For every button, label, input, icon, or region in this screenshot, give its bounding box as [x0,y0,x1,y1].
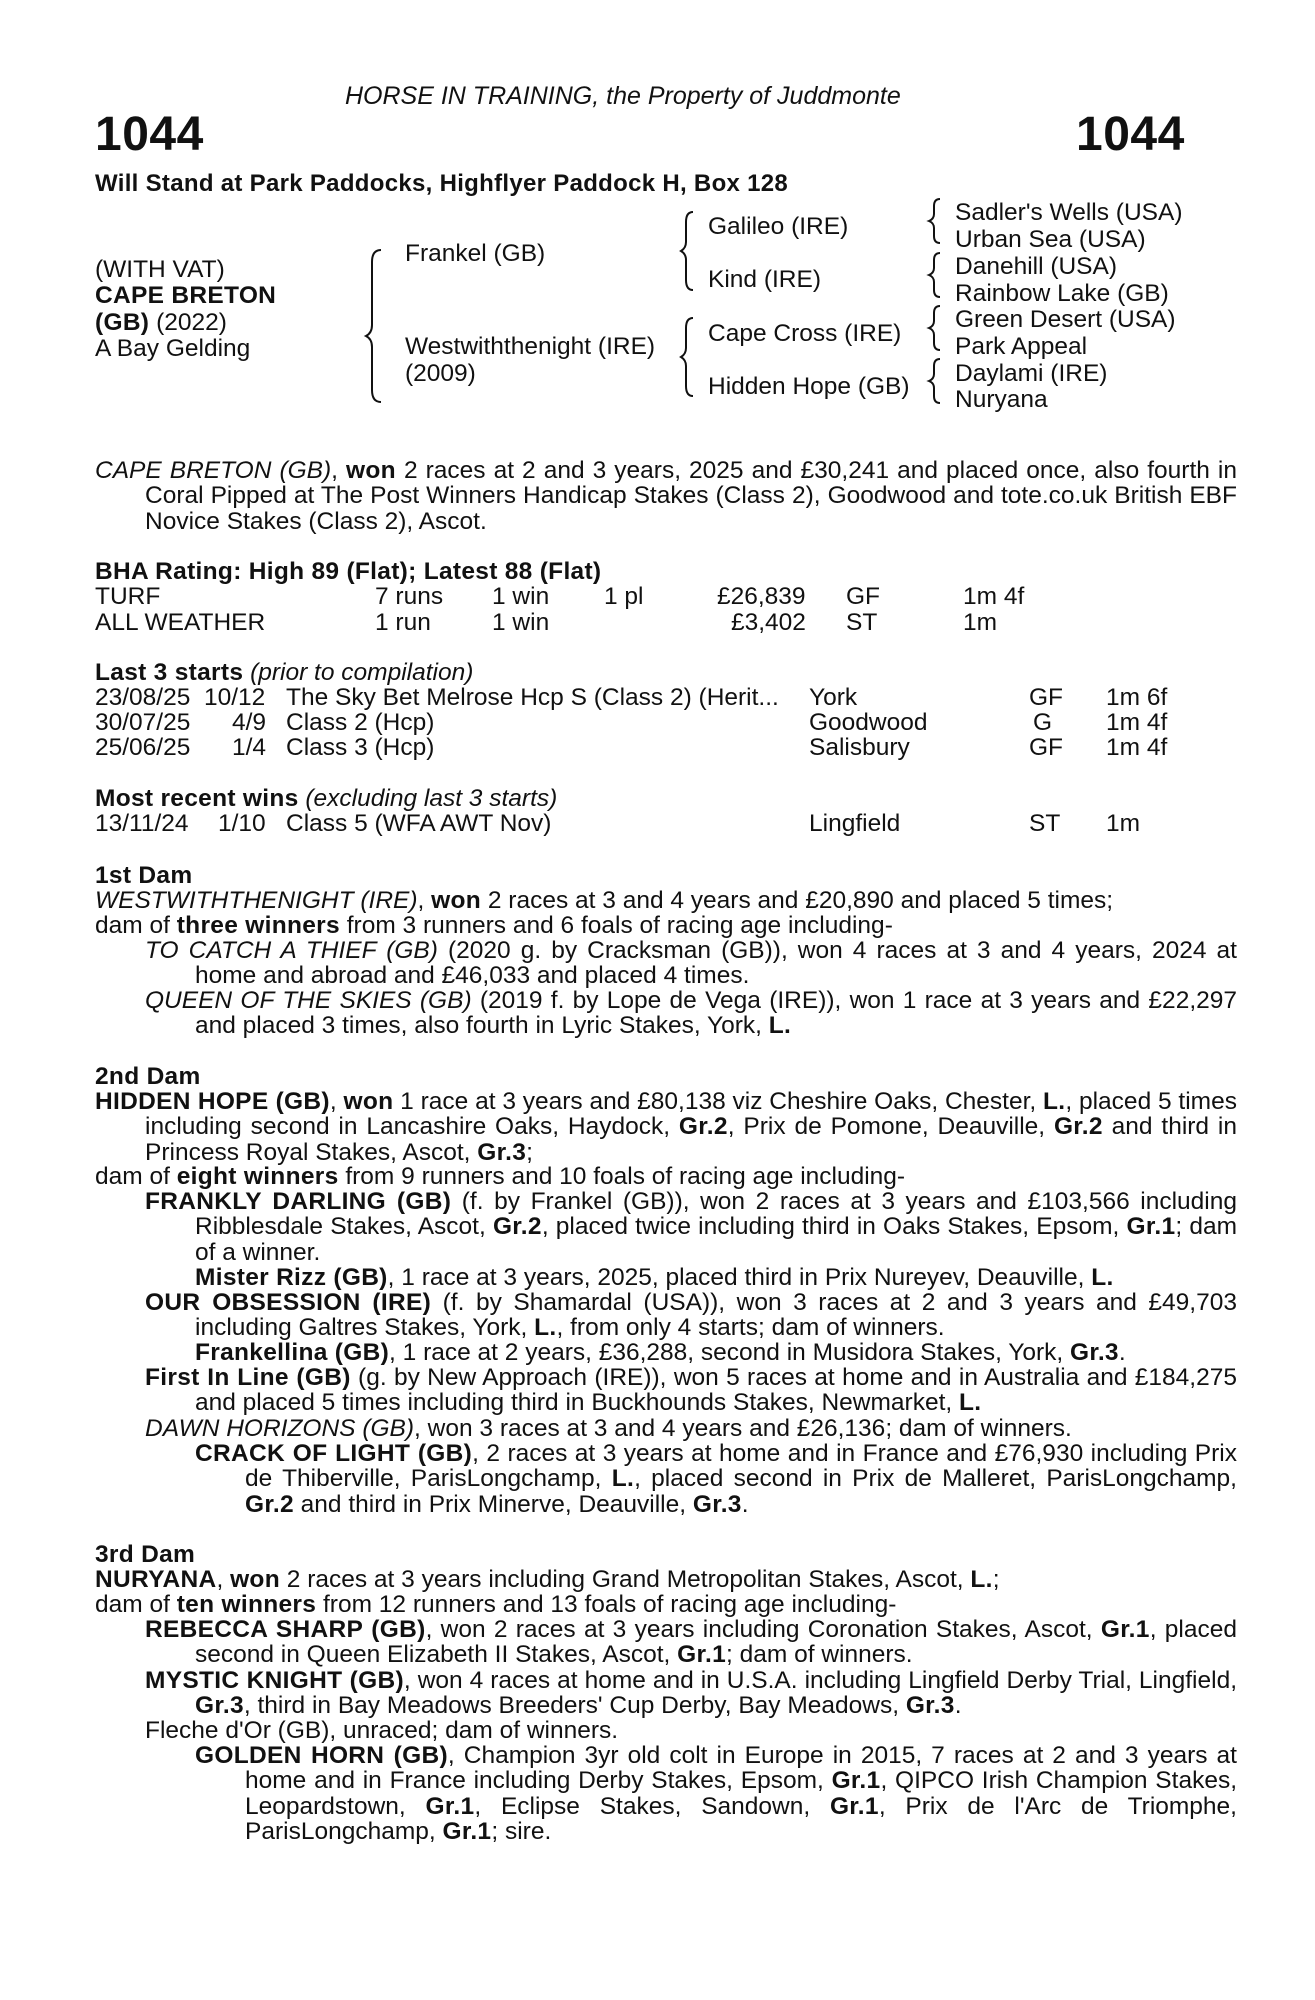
group-badge: Gr.2 [678,1113,728,1141]
stand-location: Will Stand at Park Paddocks, Highflyer Paddock H, Box 128 [95,170,789,197]
pedigree-sire: Frankel (GB) [405,240,546,267]
t: , 2 races at 3 years at home and in France and £76,930 including Prix de Thiberville, ParisLongchamp, [245,1440,1237,1493]
listed-badge: L. [611,1465,635,1493]
pedigree-sire-dam: Kind (IRE) [708,266,822,293]
group-badge: Gr.1 [677,1641,726,1669]
summary-text: 2 races at 2 and 3 years, 2025 and £30,241 and placed once, also fourth in Coral Pipped at The Post Winners Handicap Stakes (Class 2), Goodwood and tote.co.uk British EBF Novice Stakes (Class 2), Ascot. [145,457,1237,535]
pedigree-dsd: Park Appeal [955,333,1088,360]
rating-distance: 1m [963,609,998,636]
listed-badge: L. [970,1566,993,1593]
first-dam-won: won [431,887,482,914]
offspring-queen-of-the-skies [145,988,1237,1039]
offspring-first-in-line [145,1365,1237,1416]
start-going: GF [1029,684,1064,711]
rating-wins: 1 win [492,583,550,610]
start-race: Class 3 (Hcp) [286,734,435,761]
catalogue-title: HORSE IN TRAINING, the Property of Juddmonte [345,82,901,110]
offspring-fleche-dor [145,1718,1187,1743]
win-course: Lingfield [809,810,901,837]
t: , placed second in Prix de Malleret, ParisLongchamp, [634,1465,1237,1493]
listed-badge: L. [1091,1264,1114,1291]
offspring-name: CRACK OF LIGHT (GB) [195,1440,473,1467]
third-dam-record: NURYANA, won 2 races at 3 years including Grand Metropolitan Stakes, Ascot, L.; [95,1566,1000,1593]
produce-prefix: dam of [95,912,177,939]
start-distance: 1m 4f [1106,734,1168,761]
last3-title: Last 3 starts [95,659,244,686]
start-position: 10/12 [204,684,266,711]
race-summary: CAPE BRETON (GB), won 2 races at 2 and 3 years, 2025 and £30,241 and placed once, also fourth in Coral Pipped at The Post Winners Handicap Stakes (Class 2), Goodwood and tote.co.uk British EBF Novice Stakes (Class 2), Ascot. [95,457,1237,535]
rating-surface: ALL WEATHER [95,609,266,636]
t: , third in Bay Meadows Breeders' Cup Derby, Bay Meadows, [243,1692,906,1720]
win-race: Class 5 (WFA AWT Nov) [286,810,552,837]
offspring-name: MYSTIC KNIGHT (GB) [145,1667,404,1694]
pedigree-sire-sire: Galileo (IRE) [708,213,849,240]
rating-row-turf [0,584,1315,610]
start-position: 1/4 [232,734,267,761]
second-dam-heading: 2nd Dam [95,1063,201,1090]
t: , QIPCO Irish Champion Stakes, Leopardstown, [245,1767,1238,1820]
produce-prefix: dam of [95,1591,177,1618]
rating-going: GF [846,583,881,610]
pedigree-dds: Daylami (IRE) [955,360,1108,387]
first-dam-name: WESTWITHTHENIGHT (IRE) [95,887,418,914]
produce-winners: eight winners [176,1163,339,1190]
group-badge: Gr.3 [905,1692,955,1720]
start-course: Goodwood [809,709,928,736]
offspring-frankly-darling [145,1189,1237,1265]
last-3-starts-heading [95,660,473,685]
t: (g. by New Approach (IRE)), won 5 races at home and in Australia and £184,275 and placed 5 times including third in Buckhounds Stakes, Newmarket, [195,1364,1237,1417]
lot-number-right: 1044 [1076,108,1185,161]
offspring-name: First In Line (GB) [145,1364,351,1391]
second-dam-name: HIDDEN HOPE (GB) [95,1088,330,1115]
t: ; dam of a winner. [195,1213,1238,1266]
summary-won: won [346,457,396,484]
second-dam-won: won [343,1088,394,1115]
pedigree-ddd: Nuryana [955,386,1048,413]
t: . [741,1490,749,1518]
t: ; [992,1566,1000,1593]
summary-horse-name: CAPE BRETON (GB) [95,457,332,484]
third-dam-won: won [230,1566,280,1593]
t: 1 race at 3 years and £80,138 viz Cheshire Oaks, Chester, [393,1088,1043,1115]
t: ; [526,1138,533,1166]
bha-rating-heading: BHA Rating: High 89 (Flat); Latest 88 (Flat) [95,558,602,585]
t: , Prix de l'Arc de Triomphe, ParisLongchamp, [245,1792,1237,1846]
offspring-name: Mister Rizz (GB) [195,1264,388,1291]
horse-country: (GB) [95,309,150,336]
rating-row-all-weather [0,610,1315,636]
rating-going: ST [846,609,878,636]
produce-suffix: from 9 runners and 10 foals of racing age including- [338,1163,906,1190]
offspring-name: DAWN HORIZONS (GB) [145,1415,415,1442]
pedigree-dam-year: (2009) [405,360,476,387]
group-badge: Gr.3 [477,1138,527,1166]
pedigree-dam: Westwiththenight (IRE) [405,333,656,360]
t: and third in Princess Royal Stakes, Ascot, [145,1113,1237,1166]
t: , placed second in Queen Elizabeth II Stakes, Ascot, [195,1616,1237,1669]
offspring-frankellina [195,1340,1237,1365]
group-badge: Gr.1 [829,1792,879,1820]
t: , won 2 races at 3 years including Coronation Stakes, Ascot, [425,1616,1101,1643]
dam-brace [681,318,693,396]
offspring-mystic-knight [145,1668,1237,1719]
listed-badge: L. [534,1314,557,1342]
t: (f. by Frankel (GB)), won 2 races at 3 years and £103,566 including Ribblesdale Stakes, Ascot, [195,1188,1237,1241]
t: (f. by Shamardal (USA)), won 3 races at 2 and 3 years and £49,703 including Galtres Stakes, York, [195,1289,1237,1342]
group-badge: Gr.3 [1069,1339,1119,1366]
listed-badge: L. [768,1012,792,1040]
t: . [1118,1339,1126,1366]
sire-brace [681,212,693,290]
sire-dam-brace [366,250,381,402]
win-date: 13/11/24 [95,810,189,837]
rating-runs: 7 runs [375,583,444,610]
rating-distance: 1m 4f [963,583,1025,610]
produce-suffix: from 12 runners and 13 foals of racing age including- [316,1591,897,1618]
last3-subtitle: (prior to compilation) [250,659,474,686]
lot-number-left: 1044 [95,108,204,161]
offspring-name: QUEEN OF THE SKIES (GB) [145,987,472,1014]
first-dam-record: WESTWITHTHENIGHT (IRE), won 2 races at 3 and 4 years and £20,890 and placed 5 times; [95,887,1114,914]
t: ; sire. [491,1818,552,1846]
rating-runs: 1 run [375,609,431,636]
start-going: G [1033,709,1053,736]
rating-surface: TURF [95,583,161,610]
start-position: 4/9 [232,709,267,736]
horse-description: A Bay Gelding [95,335,251,362]
offspring-name: GOLDEN HORN (GB) [195,1742,448,1769]
t: , won 3 races at 3 and 4 years and £26,136; dam of winners. [414,1415,1072,1442]
offspring-name: Frankellina (GB) [195,1339,390,1366]
produce-winners: three winners [176,912,340,939]
pedigree-sds: Danehill (USA) [955,253,1118,280]
start-date: 30/07/25 [95,709,191,736]
start-race: Class 2 (Hcp) [286,709,435,736]
last3-row [0,685,1315,711]
start-distance: 1m 4f [1106,709,1168,736]
listed-badge: L. [1043,1088,1066,1115]
third-dam-name: NURYANA [95,1566,217,1593]
rating-prize: £3,402 [731,609,806,636]
first-dam-heading: 1st Dam [95,862,193,889]
t: , Champion 3yr old colt in Europe in 2015, 7 races at 2 and 3 years at home and in France including Derby Stakes, Epsom, [245,1742,1237,1795]
listed-badge: L. [959,1389,982,1417]
offspring-crack-of-light [195,1441,1237,1517]
horse-name: CAPE BRETON [95,282,277,309]
offspring-text: (2020 g. by Cracksman (GB)), won 4 races at 3 and 4 years, 2024 at home and abroad and £46,033 and placed 4 times. [195,937,1237,990]
pedigree-dam-dam: Hidden Hope (GB) [708,373,910,400]
start-race: The Sky Bet Melrose Hcp S (Class 2) (Herit... [286,684,779,711]
start-date: 23/08/25 [95,684,191,711]
t: , placed 5 times including second in Lancashire Oaks, Haydock, [145,1088,1237,1141]
horse-foal-year: (2022) [149,309,227,336]
rating-wins: 1 win [492,609,550,636]
pedigree-dss: Green Desert (USA) [955,306,1176,333]
start-course: Salisbury [809,734,910,761]
recent-wins-heading [95,786,557,811]
offspring-name: FRANKLY DARLING (GB) [145,1188,452,1215]
t: , Eclipse Stakes, Sandown, [474,1792,830,1820]
t: , Prix de Pomone, Deauville, [727,1113,1054,1141]
offspring-name: REBECCA SHARP (GB) [145,1616,426,1643]
ss-brace [929,199,940,243]
rating-placed: 1 pl [604,583,644,610]
t: ; dam of winners. [726,1641,913,1669]
t: , placed twice including third in Oaks Stakes, Epsom, [541,1213,1127,1241]
t: , 1 race at 3 years, 2025, placed third in Prix Nureyev, Deauville, [387,1264,1092,1291]
group-badge: Gr.2 [1053,1113,1103,1141]
third-dam-produce [95,1592,1195,1617]
t: , won 4 races at home and in U.S.A. including Lingfield Derby Trial, Lingfield, [403,1667,1238,1694]
offspring-name: TO CATCH A THIEF (GB) [145,937,438,964]
group-badge: Gr.1 [1126,1213,1176,1241]
recent-subtitle: (excluding last 3 starts) [305,785,558,812]
rating-prize: £26,839 [717,583,806,610]
pedigree-ssd: Urban Sea (USA) [955,226,1146,253]
win-position: 1/10 [218,810,266,837]
ds-brace [929,306,940,350]
pedigree-sdd: Rainbow Lake (GB) [955,280,1169,307]
offspring-rebecca-sharp [145,1617,1237,1668]
group-badge: Gr.3 [195,1692,244,1720]
group-badge: Gr.3 [692,1490,742,1518]
start-course: York [809,684,858,711]
vat-status: (WITH VAT) [95,256,225,283]
recent-title: Most recent wins [95,785,299,812]
win-going: ST [1029,810,1061,837]
t: , from only 4 starts; dam of winners. [556,1314,945,1342]
produce-winners: ten winners [176,1591,317,1618]
t: 2 races at 3 years including Grand Metropolitan Stakes, Ascot, [279,1566,971,1593]
last3-row [0,735,1315,761]
recent-win-row [0,811,1315,837]
group-badge: Gr.1 [425,1792,475,1820]
offspring-to-catch-a-thief [145,938,1237,989]
sd-brace [929,253,940,297]
group-badge: Gr.1 [831,1767,881,1795]
second-dam-produce [95,1164,1195,1189]
offspring-text: Fleche d'Or (GB), unraced; dam of winners. [145,1717,619,1744]
first-dam-produce [95,913,1195,938]
offspring-name: OUR OBSESSION (IRE) [145,1289,432,1316]
pedigree-dam-sire: Cape Cross (IRE) [708,320,902,347]
offspring-text: (2019 f. by Lope de Vega (IRE)), won 1 race at 3 years and £22,297 and placed 3 times, also fourth in Lyric Stakes, York, [195,987,1237,1040]
third-dam-heading: 3rd Dam [95,1541,196,1568]
offspring-our-obsession [145,1290,1237,1341]
group-badge: Gr.1 [1100,1616,1150,1643]
pedigree-sss: Sadler's Wells (USA) [955,199,1183,226]
offspring-mister-rizz [195,1265,1237,1290]
t: , 1 race at 2 years, £36,288, second in Musidora Stakes, York, [389,1339,1070,1366]
group-badge: Gr.1 [442,1818,492,1846]
start-distance: 1m 6f [1106,684,1168,711]
t: and third in Prix Minerve, Deauville, [293,1490,693,1518]
start-date: 25/06/25 [95,734,191,761]
offspring-dawn-horizons [145,1416,1237,1441]
first-dam-text: 2 races at 3 and 4 years and £20,890 and placed 5 times; [481,887,1114,914]
last3-row [0,710,1315,736]
group-badge: Gr.2 [245,1490,294,1518]
t: . [954,1692,962,1720]
offspring-golden-horn [195,1743,1237,1845]
produce-suffix: from 3 runners and 6 foals of racing age including- [339,912,893,939]
dd-brace [929,359,940,403]
start-going: GF [1029,734,1064,761]
win-distance: 1m [1106,810,1141,837]
second-dam-record: HIDDEN HOPE (GB), won 1 race at 3 years and £80,138 viz Cheshire Oaks, Chester, L., placed 5 times including second in Lancashire Oaks, Haydock, Gr.2, Prix de Pomone, Deauville, Gr.2 and third in Princess Royal Stakes, Ascot, Gr.3; [95,1088,1237,1166]
produce-prefix: dam of [95,1163,177,1190]
group-badge: Gr.2 [492,1213,542,1241]
